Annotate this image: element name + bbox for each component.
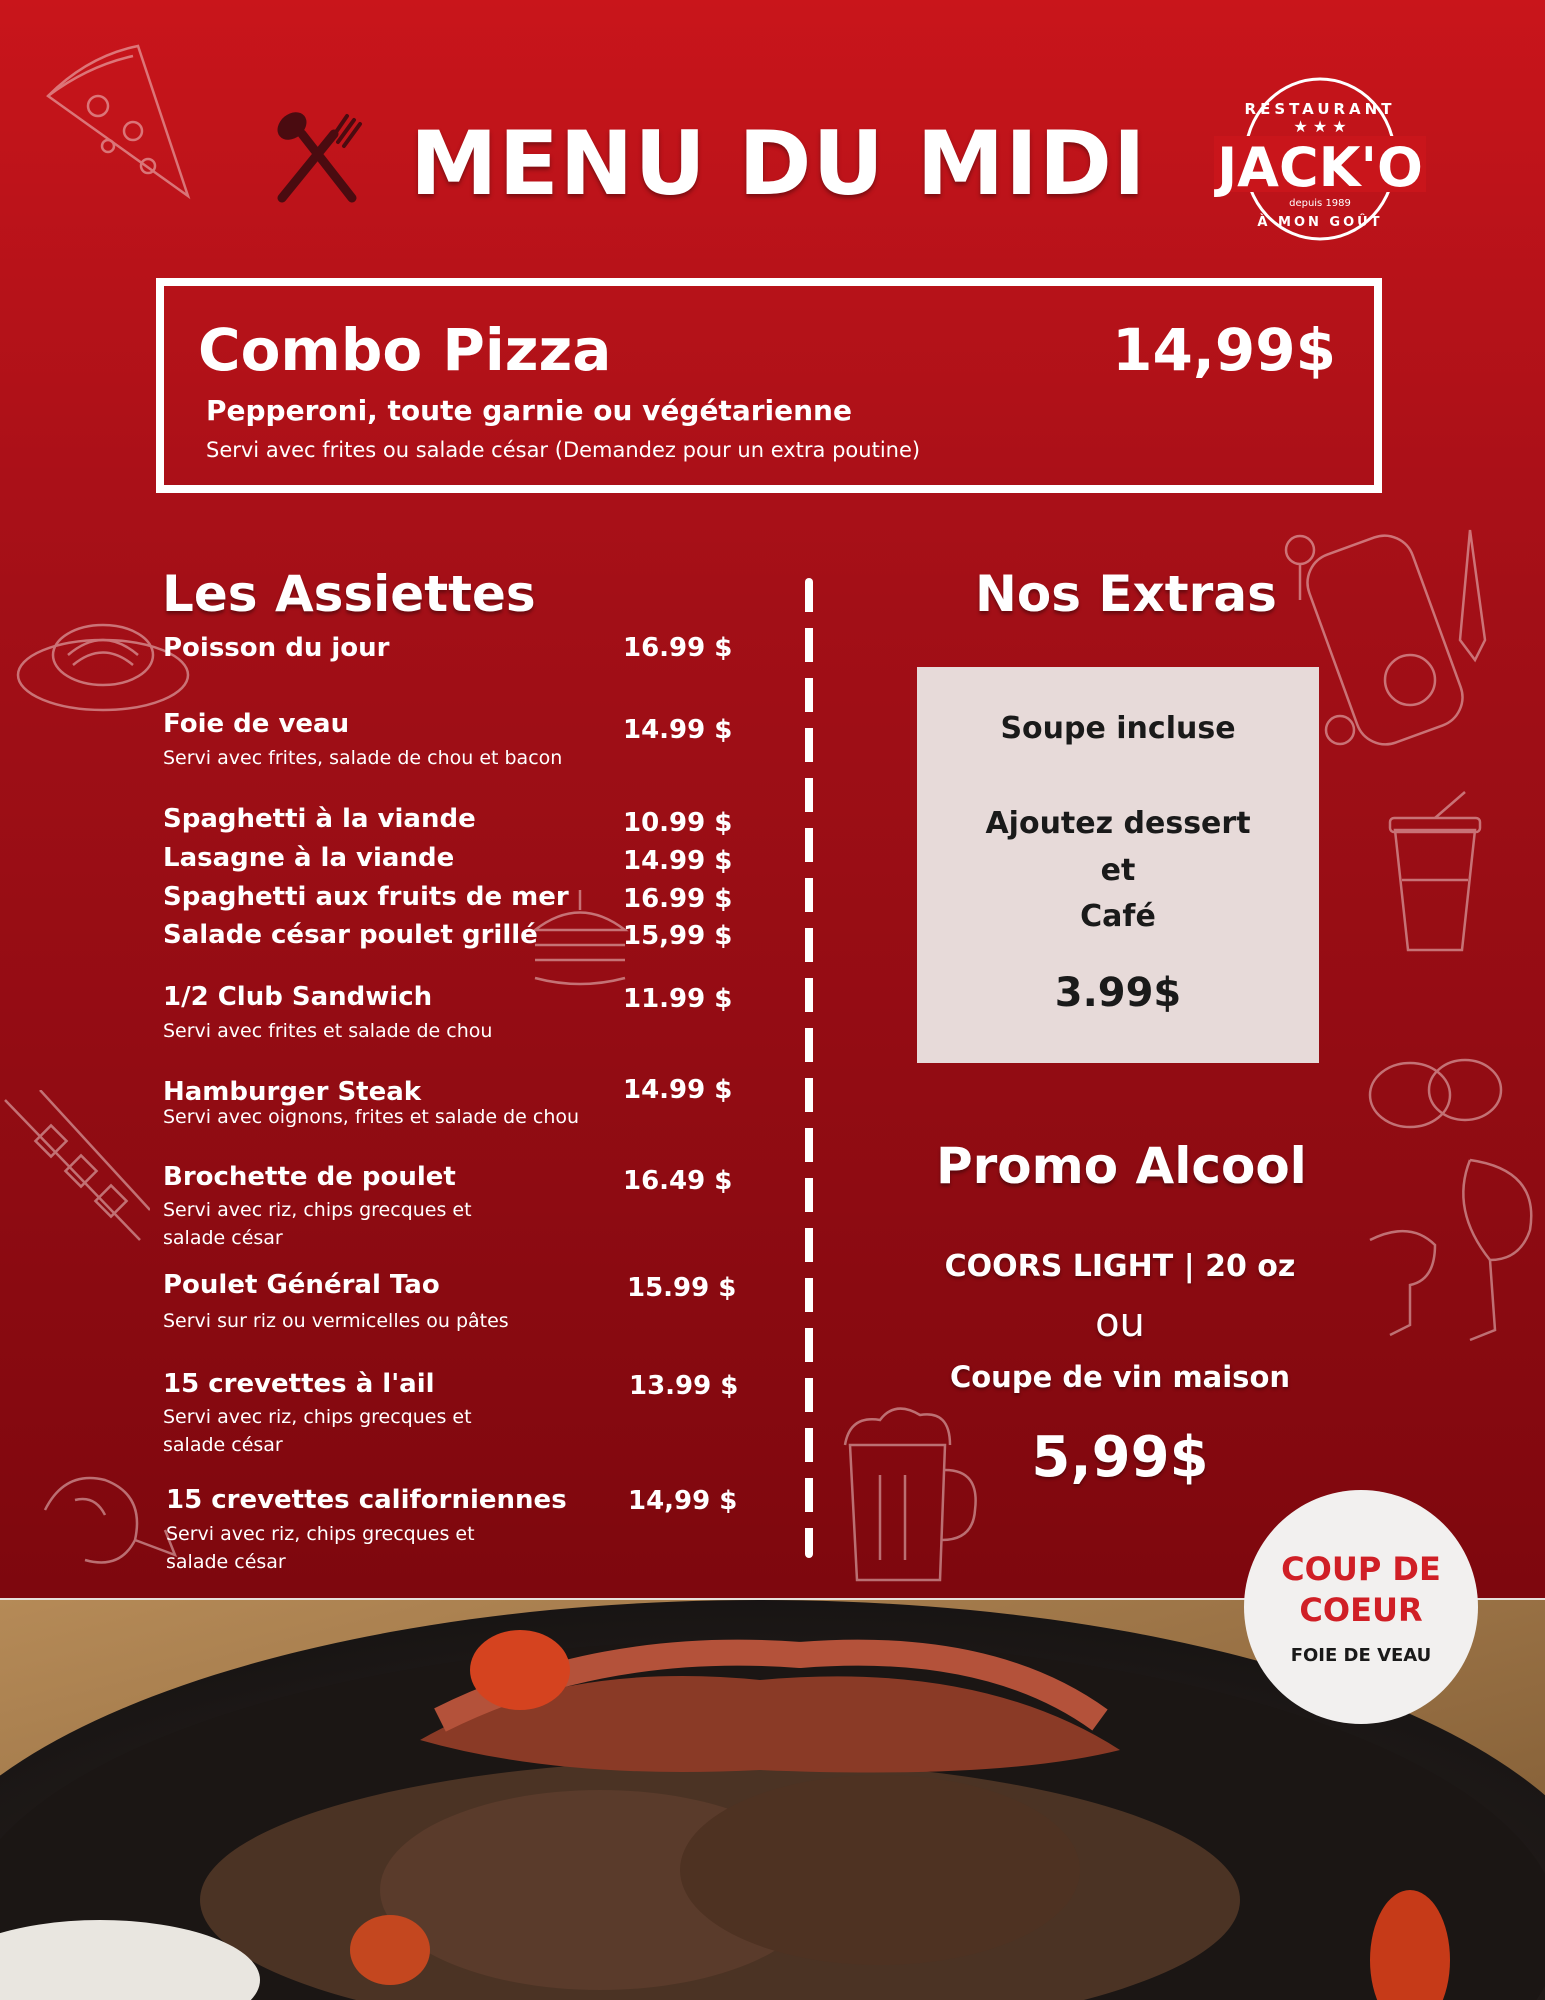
menu-item-name: 15 crevettes californiennes (166, 1485, 567, 1515)
soup-included-text: Soupe incluse (1000, 711, 1236, 746)
menu-item-price: 14.99 $ (623, 715, 733, 745)
skewer-doodle-icon (0, 1090, 150, 1250)
badge-line2: COEUR (1299, 1591, 1423, 1629)
promo-or: ou (1095, 1300, 1145, 1346)
extras-heading: Nos Extras (975, 565, 1277, 623)
menu-item-name: Hamburger Steak (163, 1077, 422, 1107)
menu-item-name: Spaghetti à la viande (163, 804, 476, 834)
and-text: et (1100, 853, 1136, 888)
drink-cup-doodle-icon (1380, 790, 1490, 960)
menu-item-name: Lasagne à la viande (163, 843, 455, 873)
menu-item-name: Spaghetti aux fruits de mer (163, 882, 569, 912)
menu-item-price: 14,99 $ (628, 1486, 738, 1516)
menu-item-price: 14.99 $ (623, 1075, 733, 1105)
menu-item-price: 15.99 $ (627, 1273, 737, 1303)
menu-item-desc: Servi avec riz, chips grecques et salade césar (166, 1523, 475, 1573)
promo-price: 5,99$ (1031, 1425, 1209, 1490)
menu-item-desc: Servi sur riz ou vermicelles ou pâtes (163, 1310, 509, 1332)
promo-option-wine: Coupe de vin maison (949, 1360, 1291, 1394)
menu-item-name: Brochette de poulet (163, 1162, 456, 1192)
promo-heading: Promo Alcool (936, 1137, 1307, 1195)
coffee-text: Café (1080, 899, 1156, 934)
column-divider (805, 578, 813, 1558)
wine-glass-doodle-icon (1360, 1150, 1545, 1350)
menu-item-name: Foie de veau (163, 709, 350, 739)
menu-item-price: 10.99 $ (623, 808, 733, 838)
menu-item-name: Poisson du jour (163, 633, 390, 663)
badge-line1: COUP DE (1281, 1550, 1441, 1588)
combo-price: 14,99$ (1112, 316, 1336, 384)
logo-top-text: RESTAURANT (1244, 100, 1396, 118)
assiettes-heading: Les Assiettes (162, 565, 536, 623)
badge-line3: FOIE DE VEAU (1290, 1645, 1432, 1666)
promo-option-beer: COORS LIGHT | 20 oz (944, 1249, 1296, 1284)
menu-item-name: Salade césar poulet grillé (163, 920, 538, 950)
shrimp-doodle-icon (25, 1460, 185, 1580)
menu-item-desc: Servi avec oignons, frites et salade de chou (163, 1106, 580, 1128)
svg-text:★ ★ ★: ★ ★ ★ (1293, 117, 1347, 136)
combo-subtitle: Pepperoni, toute garnie ou végétarienne (206, 394, 852, 427)
bread-doodle-icon (1365, 1045, 1505, 1135)
extras-price: 3.99$ (1054, 970, 1182, 1016)
menu-item-price: 16.99 $ (623, 884, 733, 914)
menu-item-name: 1/2 Club Sandwich (163, 982, 433, 1012)
logo-since: depuis 1989 (1289, 198, 1351, 209)
menu-item-price: 13.99 $ (629, 1371, 739, 1401)
add-dessert-text: Ajoutez dessert (985, 806, 1251, 841)
menu-item-name: Poulet Général Tao (163, 1270, 440, 1300)
combo-title: Combo Pizza (198, 316, 612, 384)
menu-item-price: 14.99 $ (623, 846, 733, 876)
fork-spoon-icon (262, 108, 372, 204)
page-title: MENU DU MIDI (410, 112, 1147, 215)
menu-item-name: 15 crevettes à l'ail (163, 1369, 435, 1399)
menu-item-price: 15,99 $ (623, 921, 733, 951)
menu-item-price: 11.99 $ (623, 984, 733, 1014)
logo-name: JACK'O (1217, 136, 1423, 199)
menu-item-desc: Servi avec riz, chips grecques et salade césar (163, 1406, 472, 1456)
menu-item-price: 16.99 $ (623, 633, 733, 663)
restaurant-logo (1210, 74, 1430, 244)
combo-description: Servi avec frites ou salade césar (Demandez pour un extra poutine) (206, 438, 921, 462)
menu-item-desc: Servi avec riz, chips grecques et salade césar (163, 1199, 472, 1249)
menu-item-desc: Servi avec frites et salade de chou (163, 1020, 493, 1042)
combo-pizza-box (156, 278, 1382, 493)
coup-de-coeur-badge (1244, 1490, 1478, 1724)
menu-item-desc: Servi avec frites, salade de chou et bacon (163, 747, 563, 769)
pizza-slice-doodle-icon (28, 36, 198, 206)
extras-box (917, 667, 1319, 1063)
menu-item-price: 16.49 $ (623, 1166, 733, 1196)
logo-bottom-text: À MON GOÛT (1257, 215, 1383, 230)
